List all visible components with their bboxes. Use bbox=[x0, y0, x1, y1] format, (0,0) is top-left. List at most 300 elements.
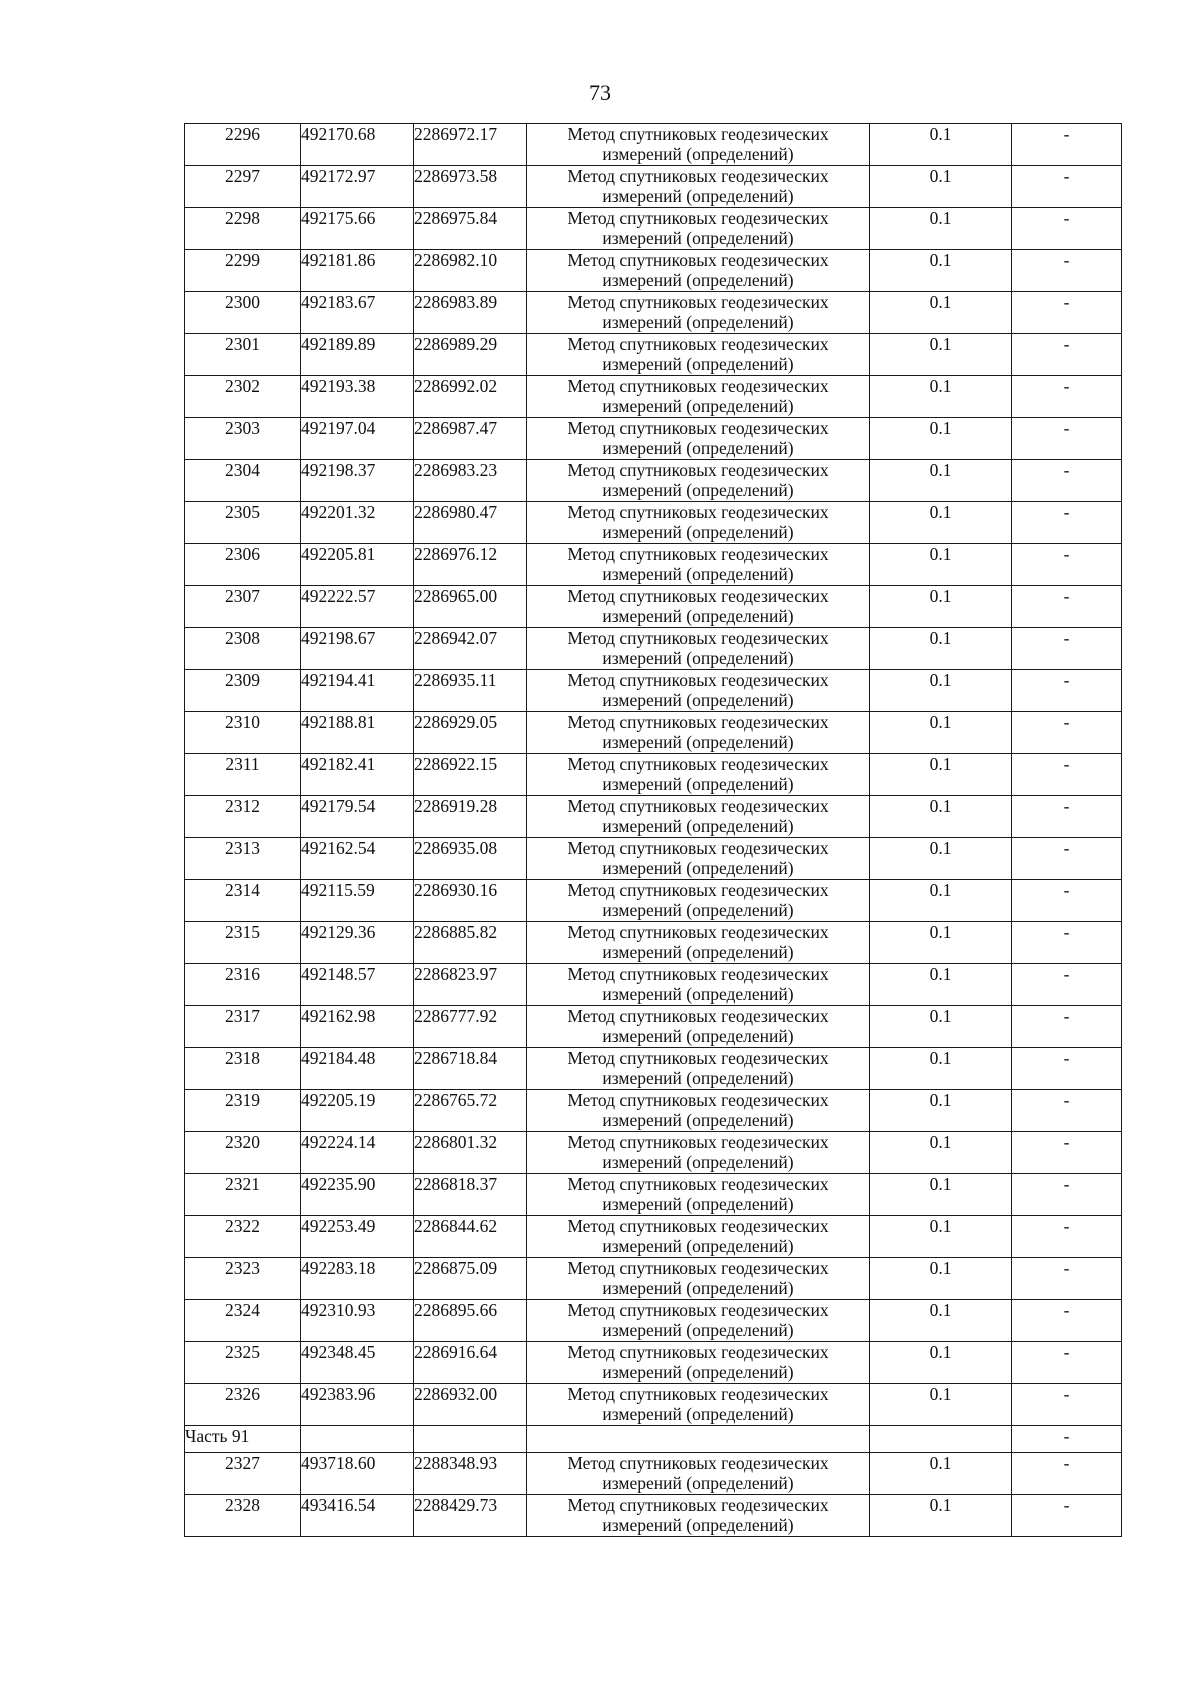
point-number-cell: 2310 bbox=[185, 712, 301, 754]
method-cell bbox=[527, 1132, 870, 1174]
x-coordinate-cell: 492224.14 bbox=[301, 1132, 414, 1174]
y-coordinate-cell: 2286989.29 bbox=[414, 334, 527, 376]
y-coordinate-cell: 2286973.58 bbox=[414, 166, 527, 208]
point-number-cell: 2298 bbox=[185, 208, 301, 250]
method-text-line-2: измерений (определений) bbox=[602, 1473, 794, 1493]
y-coordinate-cell: 2286885.82 bbox=[414, 922, 527, 964]
note-cell: - bbox=[1012, 124, 1122, 166]
method-text-line-1: Метод спутниковых геодезических bbox=[567, 544, 829, 564]
x-coordinate-cell: 492310.93 bbox=[301, 1300, 414, 1342]
method-text-line-2: измерений (определений) bbox=[602, 1362, 794, 1382]
point-number-cell: 2300 bbox=[185, 292, 301, 334]
method-text-line-1: Метод спутниковых геодезических bbox=[567, 418, 829, 438]
method-cell bbox=[527, 334, 870, 376]
y-coordinate-cell: 2286929.05 bbox=[414, 712, 527, 754]
x-coordinate-cell: 492253.49 bbox=[301, 1216, 414, 1258]
method-text-line-2: измерений (определений) bbox=[602, 858, 794, 878]
y-coordinate-cell: 2286718.84 bbox=[414, 1048, 527, 1090]
accuracy-cell: 0.1 bbox=[870, 754, 1012, 796]
y-coordinate-cell: 2286976.12 bbox=[414, 544, 527, 586]
note-cell: - bbox=[1012, 460, 1122, 502]
note-cell: - bbox=[1012, 964, 1122, 1006]
note-cell: - bbox=[1012, 754, 1122, 796]
method-cell bbox=[527, 1384, 870, 1426]
table-row bbox=[185, 460, 1122, 502]
method-cell bbox=[527, 922, 870, 964]
x-coordinate-cell: 492162.98 bbox=[301, 1006, 414, 1048]
note-cell: - bbox=[1012, 922, 1122, 964]
point-number-cell: 2297 bbox=[185, 166, 301, 208]
method-text-line-1: Метод спутниковых геодезических bbox=[567, 754, 829, 774]
table-row bbox=[185, 250, 1122, 292]
accuracy-cell: 0.1 bbox=[870, 880, 1012, 922]
note-cell: - bbox=[1012, 1090, 1122, 1132]
x-coordinate-cell: 492198.67 bbox=[301, 628, 414, 670]
y-coordinate-cell: 2286980.47 bbox=[414, 502, 527, 544]
y-coordinate-cell: 2286777.92 bbox=[414, 1006, 527, 1048]
method-text-line-1: Метод спутниковых геодезических bbox=[567, 334, 829, 354]
note-cell: - bbox=[1012, 1384, 1122, 1426]
table-row bbox=[185, 1174, 1122, 1216]
method-text-line-2: измерений (определений) bbox=[602, 648, 794, 668]
table-row bbox=[185, 208, 1122, 250]
note-cell: - bbox=[1012, 166, 1122, 208]
method-text-line-2: измерений (определений) bbox=[602, 606, 794, 626]
method-cell bbox=[527, 544, 870, 586]
method-text-line-1: Метод спутниковых геодезических bbox=[567, 250, 829, 270]
note-cell: - bbox=[1012, 1342, 1122, 1384]
point-number-cell: 2323 bbox=[185, 1258, 301, 1300]
method-text-line-1: Метод спутниковых геодезических bbox=[567, 1174, 829, 1194]
note-cell: - bbox=[1012, 1216, 1122, 1258]
method-cell bbox=[527, 796, 870, 838]
note-cell: - bbox=[1012, 502, 1122, 544]
note-cell: - bbox=[1012, 1048, 1122, 1090]
accuracy-cell: 0.1 bbox=[870, 544, 1012, 586]
y-coordinate-cell: 2286895.66 bbox=[414, 1300, 527, 1342]
point-number-cell: 2327 bbox=[185, 1453, 301, 1495]
point-number-cell: 2307 bbox=[185, 586, 301, 628]
x-coordinate-cell: 492172.97 bbox=[301, 166, 414, 208]
table-row bbox=[185, 502, 1122, 544]
method-text-line-2: измерений (определений) bbox=[602, 690, 794, 710]
table-row bbox=[185, 586, 1122, 628]
part-label: Часть 91 bbox=[185, 1426, 301, 1453]
accuracy-cell: 0.1 bbox=[870, 376, 1012, 418]
y-coordinate-cell: 2288348.93 bbox=[414, 1453, 527, 1495]
x-coordinate-cell: 492197.04 bbox=[301, 418, 414, 460]
method-cell bbox=[527, 838, 870, 880]
method-text-line-1: Метод спутниковых геодезических bbox=[567, 208, 829, 228]
point-number-cell: 2304 bbox=[185, 460, 301, 502]
x-coordinate-cell: 492383.96 bbox=[301, 1384, 414, 1426]
method-cell bbox=[527, 208, 870, 250]
table-row bbox=[185, 1132, 1122, 1174]
y-coordinate-cell: 2286982.10 bbox=[414, 250, 527, 292]
y-coordinate-cell: 2286942.07 bbox=[414, 628, 527, 670]
point-number-cell: 2318 bbox=[185, 1048, 301, 1090]
note-cell: - bbox=[1012, 796, 1122, 838]
method-text-line-2: измерений (определений) bbox=[602, 1110, 794, 1130]
point-number-cell: 2315 bbox=[185, 922, 301, 964]
method-cell bbox=[527, 1453, 870, 1495]
y-coordinate-cell: 2286983.89 bbox=[414, 292, 527, 334]
accuracy-cell: 0.1 bbox=[870, 628, 1012, 670]
note-cell: - bbox=[1012, 1174, 1122, 1216]
method-cell bbox=[527, 628, 870, 670]
table-row bbox=[185, 1048, 1122, 1090]
accuracy-cell: 0.1 bbox=[870, 208, 1012, 250]
x-coordinate-cell: 492148.57 bbox=[301, 964, 414, 1006]
y-coordinate-cell: 2286965.00 bbox=[414, 586, 527, 628]
accuracy-cell: 0.1 bbox=[870, 670, 1012, 712]
method-text-line-2: измерений (определений) bbox=[602, 480, 794, 500]
table-row bbox=[185, 334, 1122, 376]
table-row bbox=[185, 166, 1122, 208]
method-text-line-1: Метод спутниковых геодезических bbox=[567, 964, 829, 984]
method-text-line-1: Метод спутниковых геодезических bbox=[567, 1006, 829, 1026]
point-number-cell: 2325 bbox=[185, 1342, 301, 1384]
y-coordinate-cell: 2286930.16 bbox=[414, 880, 527, 922]
method-text-line-1: Метод спутниковых геодезических bbox=[567, 1300, 829, 1320]
method-cell bbox=[527, 1048, 870, 1090]
method-cell bbox=[527, 670, 870, 712]
y-coordinate-cell: 2286992.02 bbox=[414, 376, 527, 418]
point-number-cell: 2319 bbox=[185, 1090, 301, 1132]
accuracy-cell: 0.1 bbox=[870, 1048, 1012, 1090]
table-row bbox=[185, 796, 1122, 838]
x-coordinate-cell: 492235.90 bbox=[301, 1174, 414, 1216]
table-row bbox=[185, 544, 1122, 586]
method-text-line-2: измерений (определений) bbox=[602, 186, 794, 206]
method-text-line-1: Метод спутниковых геодезических bbox=[567, 1384, 829, 1404]
method-cell bbox=[527, 754, 870, 796]
method-text-line-1: Метод спутниковых геодезических bbox=[567, 1495, 829, 1515]
accuracy-cell: 0.1 bbox=[870, 166, 1012, 208]
x-coordinate-cell: 492175.66 bbox=[301, 208, 414, 250]
method-cell bbox=[527, 1090, 870, 1132]
accuracy-cell: 0.1 bbox=[870, 964, 1012, 1006]
point-number-cell: 2306 bbox=[185, 544, 301, 586]
method-text-line-1: Метод спутниковых геодезических bbox=[567, 1342, 829, 1362]
method-text-line-2: измерений (определений) bbox=[602, 1515, 794, 1535]
table-row bbox=[185, 1090, 1122, 1132]
method-text-line-2: измерений (определений) bbox=[602, 1236, 794, 1256]
method-text-line-1: Метод спутниковых геодезических bbox=[567, 838, 829, 858]
method-text-line-2: измерений (определений) bbox=[602, 984, 794, 1004]
method-cell bbox=[527, 418, 870, 460]
y-coordinate-cell: 2286823.97 bbox=[414, 964, 527, 1006]
accuracy-cell: 0.1 bbox=[870, 502, 1012, 544]
method-text-line-1: Метод спутниковых геодезических bbox=[567, 1216, 829, 1236]
method-text-line-2: измерений (определений) bbox=[602, 270, 794, 290]
accuracy-cell: 0.1 bbox=[870, 418, 1012, 460]
note-cell: - bbox=[1012, 586, 1122, 628]
note-cell: - bbox=[1012, 544, 1122, 586]
note-cell: - bbox=[1012, 880, 1122, 922]
table-row bbox=[185, 292, 1122, 334]
method-text-line-1: Метод спутниковых геодезических bbox=[567, 166, 829, 186]
point-number-cell: 2312 bbox=[185, 796, 301, 838]
method-text-line-2: измерений (определений) bbox=[602, 354, 794, 374]
method-text-line-1: Метод спутниковых геодезических bbox=[567, 586, 829, 606]
page-number: 73 bbox=[589, 80, 611, 105]
cell-empty bbox=[414, 1426, 527, 1453]
point-number-cell: 2302 bbox=[185, 376, 301, 418]
cell-empty bbox=[527, 1426, 870, 1453]
y-coordinate-cell: 2286922.15 bbox=[414, 754, 527, 796]
y-coordinate-cell: 2286844.62 bbox=[414, 1216, 527, 1258]
x-coordinate-cell: 492222.57 bbox=[301, 586, 414, 628]
coordinates-table-body bbox=[185, 124, 1122, 1537]
x-coordinate-cell: 492115.59 bbox=[301, 880, 414, 922]
point-number-cell: 2308 bbox=[185, 628, 301, 670]
point-number-cell: 2311 bbox=[185, 754, 301, 796]
table-row bbox=[185, 880, 1122, 922]
method-cell bbox=[527, 1300, 870, 1342]
point-number-cell: 2296 bbox=[185, 124, 301, 166]
note-cell: - bbox=[1012, 292, 1122, 334]
accuracy-cell: 0.1 bbox=[870, 1216, 1012, 1258]
method-text-line-1: Метод спутниковых геодезических bbox=[567, 124, 829, 144]
coordinates-table bbox=[184, 123, 1122, 1537]
accuracy-cell: 0.1 bbox=[870, 124, 1012, 166]
y-coordinate-cell: 2286919.28 bbox=[414, 796, 527, 838]
method-cell bbox=[527, 1258, 870, 1300]
x-coordinate-cell: 492162.54 bbox=[301, 838, 414, 880]
method-cell bbox=[527, 586, 870, 628]
method-text-line-2: измерений (определений) bbox=[602, 228, 794, 248]
accuracy-cell: 0.1 bbox=[870, 1174, 1012, 1216]
note-cell: - bbox=[1012, 1006, 1122, 1048]
table-row bbox=[185, 964, 1122, 1006]
method-text-line-2: измерений (определений) bbox=[602, 144, 794, 164]
x-coordinate-cell: 492183.67 bbox=[301, 292, 414, 334]
x-coordinate-cell: 492129.36 bbox=[301, 922, 414, 964]
table-row bbox=[185, 838, 1122, 880]
point-number-cell: 2314 bbox=[185, 880, 301, 922]
method-text-line-1: Метод спутниковых геодезических bbox=[567, 670, 829, 690]
method-cell bbox=[527, 502, 870, 544]
method-text-line-1: Метод спутниковых геодезических bbox=[567, 376, 829, 396]
table-row bbox=[185, 670, 1122, 712]
x-coordinate-cell: 492194.41 bbox=[301, 670, 414, 712]
point-number-cell: 2305 bbox=[185, 502, 301, 544]
method-cell bbox=[527, 1495, 870, 1537]
y-coordinate-cell: 2286935.11 bbox=[414, 670, 527, 712]
accuracy-cell: 0.1 bbox=[870, 1090, 1012, 1132]
point-number-cell: 2324 bbox=[185, 1300, 301, 1342]
point-number-cell: 2321 bbox=[185, 1174, 301, 1216]
method-text-line-2: измерений (определений) bbox=[602, 732, 794, 752]
method-text-line-2: измерений (определений) bbox=[602, 1404, 794, 1424]
method-cell bbox=[527, 1006, 870, 1048]
x-coordinate-cell: 492193.38 bbox=[301, 376, 414, 418]
accuracy-cell: 0.1 bbox=[870, 1258, 1012, 1300]
x-coordinate-cell: 492348.45 bbox=[301, 1342, 414, 1384]
table-row bbox=[185, 418, 1122, 460]
table-row bbox=[185, 754, 1122, 796]
y-coordinate-cell: 2288429.73 bbox=[414, 1495, 527, 1537]
accuracy-cell: 0.1 bbox=[870, 586, 1012, 628]
method-text-line-1: Метод спутниковых геодезических bbox=[567, 502, 829, 522]
table-row bbox=[185, 712, 1122, 754]
table-row bbox=[185, 1342, 1122, 1384]
accuracy-cell: 0.1 bbox=[870, 1006, 1012, 1048]
point-number-cell: 2316 bbox=[185, 964, 301, 1006]
note-cell: - bbox=[1012, 334, 1122, 376]
method-text-line-1: Метод спутниковых геодезических bbox=[567, 460, 829, 480]
note-cell: - bbox=[1012, 1495, 1122, 1537]
note-cell: - bbox=[1012, 418, 1122, 460]
note-cell: - bbox=[1012, 208, 1122, 250]
method-text-line-1: Метод спутниковых геодезических bbox=[567, 922, 829, 942]
method-cell bbox=[527, 460, 870, 502]
x-coordinate-cell: 492179.54 bbox=[301, 796, 414, 838]
note-cell: - bbox=[1012, 1426, 1122, 1453]
table-row bbox=[185, 1216, 1122, 1258]
table-row bbox=[185, 1495, 1122, 1537]
method-cell bbox=[527, 250, 870, 292]
table-row bbox=[185, 376, 1122, 418]
y-coordinate-cell: 2286818.37 bbox=[414, 1174, 527, 1216]
point-number-cell: 2317 bbox=[185, 1006, 301, 1048]
y-coordinate-cell: 2286987.47 bbox=[414, 418, 527, 460]
y-coordinate-cell: 2286765.72 bbox=[414, 1090, 527, 1132]
y-coordinate-cell: 2286983.23 bbox=[414, 460, 527, 502]
y-coordinate-cell: 2286935.08 bbox=[414, 838, 527, 880]
point-number-cell: 2301 bbox=[185, 334, 301, 376]
accuracy-cell: 0.1 bbox=[870, 1300, 1012, 1342]
note-cell: - bbox=[1012, 1453, 1122, 1495]
x-coordinate-cell: 492181.86 bbox=[301, 250, 414, 292]
method-text-line-1: Метод спутниковых геодезических bbox=[567, 1132, 829, 1152]
method-cell bbox=[527, 292, 870, 334]
x-coordinate-cell: 493416.54 bbox=[301, 1495, 414, 1537]
x-coordinate-cell: 492182.41 bbox=[301, 754, 414, 796]
table-row bbox=[185, 1300, 1122, 1342]
note-cell: - bbox=[1012, 376, 1122, 418]
method-text-line-2: измерений (определений) bbox=[602, 396, 794, 416]
method-text-line-2: измерений (определений) bbox=[602, 774, 794, 794]
table-row bbox=[185, 628, 1122, 670]
note-cell: - bbox=[1012, 1258, 1122, 1300]
method-text-line-2: измерений (определений) bbox=[602, 1278, 794, 1298]
method-text-line-1: Метод спутниковых геодезических bbox=[567, 1258, 829, 1278]
point-number-cell: 2320 bbox=[185, 1132, 301, 1174]
x-coordinate-cell: 492201.32 bbox=[301, 502, 414, 544]
method-text-line-1: Метод спутниковых геодезических bbox=[567, 1453, 829, 1473]
method-text-line-1: Метод спутниковых геодезических bbox=[567, 1090, 829, 1110]
x-coordinate-cell: 492283.18 bbox=[301, 1258, 414, 1300]
method-cell bbox=[527, 1174, 870, 1216]
y-coordinate-cell: 2286875.09 bbox=[414, 1258, 527, 1300]
note-cell: - bbox=[1012, 250, 1122, 292]
method-text-line-2: измерений (определений) bbox=[602, 438, 794, 458]
accuracy-cell: 0.1 bbox=[870, 334, 1012, 376]
method-text-line-2: измерений (определений) bbox=[602, 942, 794, 962]
note-cell: - bbox=[1012, 838, 1122, 880]
method-cell bbox=[527, 880, 870, 922]
accuracy-cell: 0.1 bbox=[870, 460, 1012, 502]
accuracy-cell: 0.1 bbox=[870, 922, 1012, 964]
method-cell bbox=[527, 1216, 870, 1258]
accuracy-cell: 0.1 bbox=[870, 838, 1012, 880]
x-coordinate-cell: 492188.81 bbox=[301, 712, 414, 754]
y-coordinate-cell: 2286975.84 bbox=[414, 208, 527, 250]
method-text-line-2: измерений (определений) bbox=[602, 522, 794, 542]
point-number-cell: 2313 bbox=[185, 838, 301, 880]
point-number-cell: 2328 bbox=[185, 1495, 301, 1537]
x-coordinate-cell: 492205.19 bbox=[301, 1090, 414, 1132]
method-text-line-2: измерений (определений) bbox=[602, 564, 794, 584]
cell-empty bbox=[301, 1426, 414, 1453]
method-cell bbox=[527, 1342, 870, 1384]
point-number-cell: 2326 bbox=[185, 1384, 301, 1426]
note-cell: - bbox=[1012, 670, 1122, 712]
method-text-line-2: измерений (определений) bbox=[602, 1194, 794, 1214]
y-coordinate-cell: 2286801.32 bbox=[414, 1132, 527, 1174]
x-coordinate-cell: 492205.81 bbox=[301, 544, 414, 586]
table-row bbox=[185, 1258, 1122, 1300]
accuracy-cell: 0.1 bbox=[870, 712, 1012, 754]
x-coordinate-cell: 492198.37 bbox=[301, 460, 414, 502]
note-cell: - bbox=[1012, 712, 1122, 754]
point-number-cell: 2322 bbox=[185, 1216, 301, 1258]
accuracy-cell: 0.1 bbox=[870, 1384, 1012, 1426]
y-coordinate-cell: 2286916.64 bbox=[414, 1342, 527, 1384]
accuracy-cell: 0.1 bbox=[870, 250, 1012, 292]
y-coordinate-cell: 2286972.17 bbox=[414, 124, 527, 166]
table-row bbox=[185, 124, 1122, 166]
note-cell: - bbox=[1012, 1132, 1122, 1174]
y-coordinate-cell: 2286932.00 bbox=[414, 1384, 527, 1426]
method-text-line-1: Метод спутниковых геодезических bbox=[567, 628, 829, 648]
method-text-line-2: измерений (определений) bbox=[602, 1320, 794, 1340]
table-row bbox=[185, 1006, 1122, 1048]
cell-empty bbox=[870, 1426, 1012, 1453]
x-coordinate-cell: 492189.89 bbox=[301, 334, 414, 376]
accuracy-cell: 0.1 bbox=[870, 1453, 1012, 1495]
method-text-line-2: измерений (определений) bbox=[602, 900, 794, 920]
method-text-line-2: измерений (определений) bbox=[602, 1026, 794, 1046]
method-text-line-1: Метод спутниковых геодезических bbox=[567, 292, 829, 312]
method-cell bbox=[527, 376, 870, 418]
method-text-line-1: Метод спутниковых геодезических bbox=[567, 796, 829, 816]
accuracy-cell: 0.1 bbox=[870, 1495, 1012, 1537]
table-row bbox=[185, 1453, 1122, 1495]
table-row bbox=[185, 1384, 1122, 1426]
part-separator-row bbox=[185, 1426, 1122, 1453]
method-cell bbox=[527, 712, 870, 754]
method-text-line-2: измерений (определений) bbox=[602, 1068, 794, 1088]
method-text-line-1: Метод спутниковых геодезических bbox=[567, 1048, 829, 1068]
note-cell: - bbox=[1012, 628, 1122, 670]
point-number-cell: 2309 bbox=[185, 670, 301, 712]
note-cell: - bbox=[1012, 1300, 1122, 1342]
method-text-line-1: Метод спутниковых геодезических bbox=[567, 712, 829, 732]
accuracy-cell: 0.1 bbox=[870, 1342, 1012, 1384]
accuracy-cell: 0.1 bbox=[870, 1132, 1012, 1174]
table-row bbox=[185, 922, 1122, 964]
x-coordinate-cell: 492170.68 bbox=[301, 124, 414, 166]
point-number-cell: 2303 bbox=[185, 418, 301, 460]
method-cell bbox=[527, 166, 870, 208]
accuracy-cell: 0.1 bbox=[870, 292, 1012, 334]
method-text-line-2: измерений (определений) bbox=[602, 1152, 794, 1172]
method-cell bbox=[527, 964, 870, 1006]
method-text-line-1: Метод спутниковых геодезических bbox=[567, 880, 829, 900]
